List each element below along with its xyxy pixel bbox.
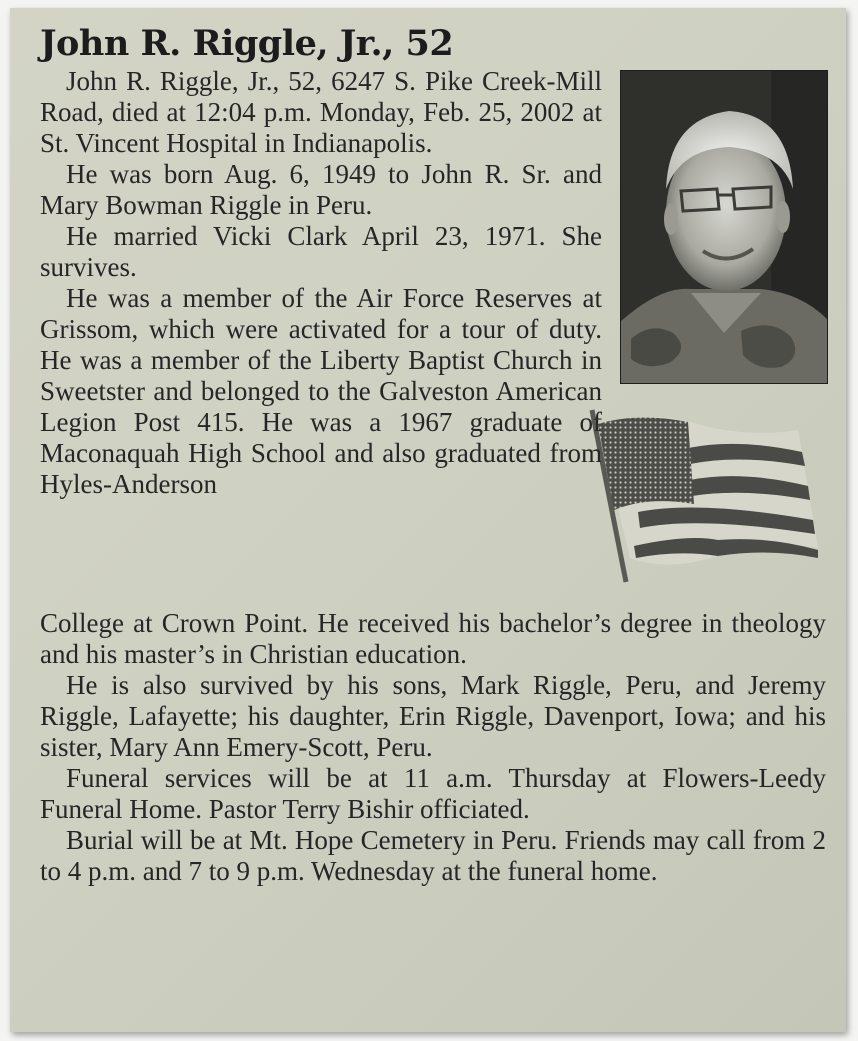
paragraph-burial: Burial will be at Mt. Hope Cemetery in Peru. Friends may call from 2 to 4 p.m. and 7 to 9 p.m. Wednesday at the funeral home. [40, 825, 826, 886]
paragraph-service: He was a member of the Air Force Reserves at Grissom, which were activated for a tour of duty. He was a member of the Liberty Baptist Church in Sweetster and belonged to the Galveston American Legion Post 415. He was a 1967 graduate of Maconaquah High School and also graduated from Hyles-Anderson [40, 283, 602, 499]
paragraph-funeral: Funeral services will be at 11 a.m. Thursday at Flowers-Leedy Funeral Home. Pastor Terry Bishir officiated. [40, 763, 826, 824]
obituary-body-wrapped [40, 66, 602, 500]
paragraph-death-notice: John R. Riggle, Jr., 52, 6247 S. Pike Creek-Mill Road, died at 12:04 p.m. Monday, Feb. 25, 2002 at St. Vincent Hospital in Indianapolis. [40, 66, 602, 158]
paragraph-education: College at Crown Point. He received his bachelor’s degree in theology and his master’s in Christian education. [40, 608, 826, 669]
paragraph-birth: He was born Aug. 6, 1949 to John R. Sr. and Mary Bowman Riggle in Peru. [40, 159, 602, 220]
newspaper-clipping [10, 8, 846, 1032]
portrait-image [621, 71, 827, 383]
american-flag-icon [578, 400, 838, 586]
paragraph-marriage: He married Vicki Clark April 23, 1971. She survives. [40, 221, 602, 282]
obituary-title: John R. Riggle, Jr., 52 [40, 23, 454, 64]
obituary-body-full [40, 608, 826, 887]
paragraph-survivors: He is also survived by his sons, Mark Riggle, Peru, and Jeremy Riggle, Lafayette; his daughter, Erin Riggle, Davenport, Iowa; and his sister, Mary Ann Emery-Scott, Peru. [40, 670, 826, 762]
portrait-photo [620, 70, 828, 384]
